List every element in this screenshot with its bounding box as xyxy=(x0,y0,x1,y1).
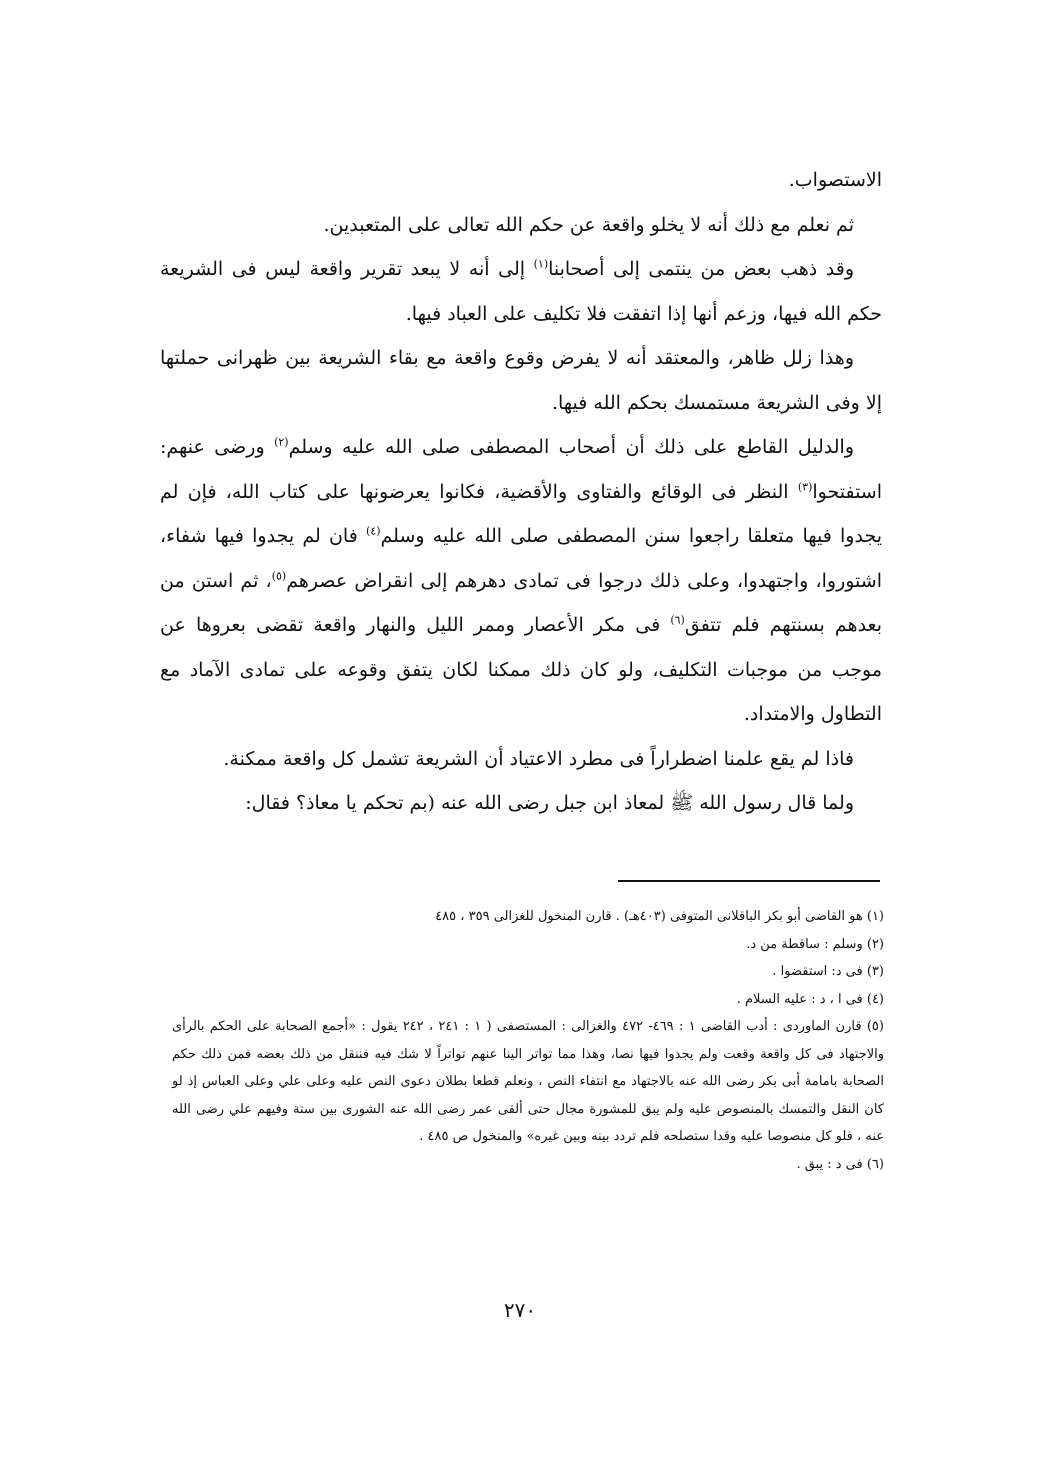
footnote-ref-6: (٦) xyxy=(670,613,685,627)
footnotes xyxy=(172,903,884,1178)
paragraph-2: ثم نعلم مع ذلك أنه لا يخلو واقعة عن حكم الله تعالى على المتعبدين. xyxy=(323,213,854,236)
paragraph-5-text-a: والدليل القاطع على ذلك أن أصحاب المصطفى صلى الله عليه وسلم xyxy=(288,436,854,458)
paragraph-4: وهذا زلل ظاهر، والمعتقد أنه لا يفرض وقوع واقعة مع بقاء الشريعة بين ظهرانى حملتها إلا وفى الشريعة مستمسك بحكم الله فيها. xyxy=(160,347,882,414)
footnote-3: (٣) فى د: استقضوا . xyxy=(772,964,884,979)
footnote-ref-3: (٣) xyxy=(797,480,813,494)
main-text xyxy=(160,158,882,826)
footnote-ref-2: (٢) xyxy=(274,435,289,449)
footnote-1: (١) هو القاضى أبو بكر الباقلانى المتوفى (٤٠٣هـ) . قارن المنخول للغزالى ٣٥٩ ، ٤٨٥ xyxy=(435,909,884,924)
footnote-5: (٥) قارن الماوردى : أدب القاضى ١ : ٤٦٩- ٤٧٢ والغزالى : المستصفى ( ١ : ٢٤١ ، ٢٤٢ يقول : «أجمع الصحابة على الحكم بالرأى والاجتهاد فى كل واقعة وقعت ولم يجدوا فيها نصا، وهذا مما تواتر الينا عنهم تواتراً لا شك فيه فننقل من ذلك بعضه فمن ذلك حكم الصحابة بامامة أبى بكر رضى الله عنه بالاجتهاد مع انتفاء النص ، ونعلم قطعا بطلان دعوى النص عليه وعلى علي وعلى العباس إذ لو كان النقل والتمسك بالمنصوص عليه ولم يبق للمشورة مجال حتى ألقى عمر رضى الله عنه الشورى بين ستة وفيهم علي رضى الله عنه ، فلو كل منصوصا عليه وقدا ستصلحه فلم تردد بينه وبين غيره» والمنخول ص ٤٨٥ . xyxy=(172,1019,884,1144)
footnote-ref-1: (١) xyxy=(533,257,549,271)
footnote-6: (٦) فى د : يبق . xyxy=(796,1156,884,1172)
paragraph-3-text-a: وقد ذهب بعض من ينتمى إلى أصحابنا xyxy=(548,258,854,280)
paragraph-1: الاستصواب. xyxy=(788,169,882,191)
footnote-ref-5: (٥) xyxy=(271,569,287,583)
paragraph-5 xyxy=(160,425,882,737)
paragraph-5-text-e: ، ثم استن من بعدهم بسنتهم فلم تتفق xyxy=(160,569,882,636)
paragraph-5-text-c: النظر فى الوقائع والفتاوى والأقضية، فكانوا يعرضونها على كتاب الله، فإن لم يجدوا فيها متعلقا راجعوا سنن المصطفى صلى الله عليه وسلم xyxy=(160,480,882,547)
paragraph-3 xyxy=(160,247,882,336)
paragraph-5-text-b: ورضى عنهم: استفتحوا xyxy=(160,436,882,503)
footnote-divider xyxy=(618,880,880,882)
footnote-4: (٤) فى ا ، د : عليه السلام . xyxy=(736,991,884,1007)
footnote-ref-4: (٤) xyxy=(366,524,381,538)
paragraph-7: ولما قال رسول الله ﷺ لمعاذ ابن جبل رضى الله عنه (بم تحكم يا معاذ؟ فقال: xyxy=(245,792,854,814)
page-number: ٢٧٠ xyxy=(503,1298,537,1322)
footnote-2: (٢) وسلم : ساقطة من د. xyxy=(746,936,884,952)
paragraph-3-text-b: إلى أنه لا يبعد تقرير واقعة ليس فى الشريعة حكم الله فيها، وزعم أنها إذا اتفقت فلا تكليف على العباد فيها. xyxy=(160,258,882,325)
paragraph-5-text-d: فان لم يجدوا فيها شفاء، اشتوروا، واجتهدوا، وعلى ذلك درجوا فى تمادى دهرهم إلى انقراض عصرهم xyxy=(160,525,882,592)
paragraph-5-text-f: فى مكر الأعصار وممر الليل والنهار واقعة تقضى بعروها عن موجب من موجبات التكليف، ولو كان ذلك ممكنا لكان يتفق وقوعه على تمادى الآماد مع التطاول والامتداد. xyxy=(160,614,882,725)
paragraph-6: فاذا لم يقع علمنا اضطراراً فى مطرد الاعتياد أن الشريعة تشمل كل واقعة ممكنة. xyxy=(223,747,854,770)
